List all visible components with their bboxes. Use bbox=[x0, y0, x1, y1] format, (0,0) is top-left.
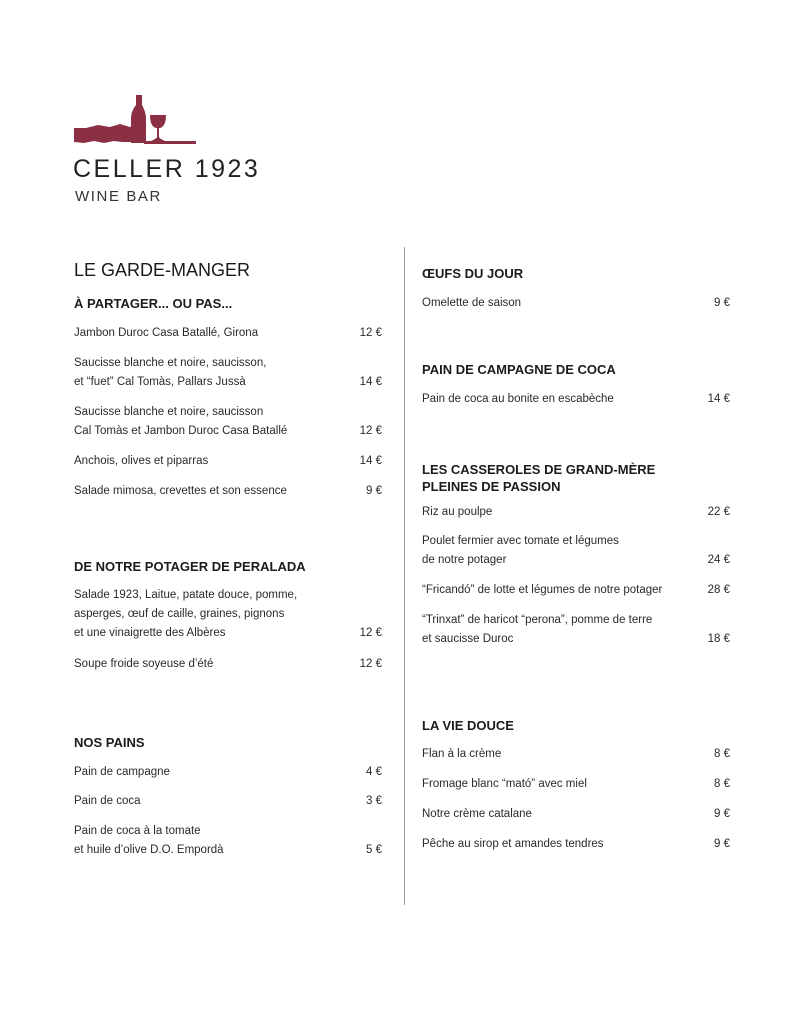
item-name: Salade 1923, Laitue, patate douce, pomme, asperges, œuf de caille, graines, pignons et une vinaigrette des Albères bbox=[74, 589, 298, 639]
menu-item bbox=[422, 532, 730, 570]
item-price: 9 € bbox=[366, 485, 382, 497]
logo-bottle-glass-icon bbox=[74, 95, 198, 145]
section-title: DE NOTRE POTAGER DE PERALADA bbox=[74, 559, 306, 574]
item-name: Notre crème catalane bbox=[422, 808, 532, 820]
item-name: Fromage blanc “mató” avec miel bbox=[422, 778, 587, 790]
item-price: 12 € bbox=[359, 627, 382, 639]
item-name: Pain de coca au bonite en escabèche bbox=[422, 393, 614, 405]
section-title: LES CASSEROLES DE GRAND-MÈRE PLEINES DE PASSION bbox=[422, 462, 656, 494]
menu-item bbox=[74, 763, 382, 782]
item-name: “Fricandó” de lotte et légumes de notre potager bbox=[422, 584, 663, 596]
menu-item bbox=[422, 390, 730, 409]
item-price: 14 € bbox=[359, 455, 382, 467]
menu-item bbox=[422, 503, 730, 522]
menu-item bbox=[422, 581, 730, 600]
item-name: Omelette de saison bbox=[422, 297, 522, 309]
brand-name: CELLER 1923 bbox=[73, 155, 261, 183]
item-name: Salade mimosa, crevettes et son essence bbox=[74, 485, 287, 497]
section-title: À PARTAGER... OU PAS... bbox=[74, 296, 233, 311]
menu-item bbox=[74, 792, 382, 811]
menu-item bbox=[422, 775, 730, 794]
item-price: 9 € bbox=[714, 808, 730, 820]
menu-item bbox=[74, 586, 382, 643]
menu-item bbox=[74, 655, 382, 674]
menu-item bbox=[74, 452, 382, 471]
item-name: Riz au poulpe bbox=[422, 506, 493, 518]
item-price: 9 € bbox=[714, 297, 730, 309]
section-title: NOS PAINS bbox=[74, 735, 145, 750]
item-price: 8 € bbox=[714, 748, 730, 760]
section-title: PAIN DE CAMPAGNE DE COCA bbox=[422, 362, 616, 377]
item-price: 12 € bbox=[359, 425, 382, 437]
item-name: Jambon Duroc Casa Batallé, Girona bbox=[74, 327, 259, 339]
item-price: 24 € bbox=[707, 554, 730, 566]
item-name: Pêche au sirop et amandes tendres bbox=[422, 838, 604, 850]
menu-title: LE GARDE-MANGER bbox=[74, 260, 251, 280]
item-name: Saucisse blanche et noire, saucisson, et “fuet” Cal Tomàs, Pallars Jussà bbox=[74, 357, 267, 388]
item-price: 8 € bbox=[714, 778, 730, 790]
item-name: Poulet fermier avec tomate et légumes de notre potager bbox=[422, 535, 619, 566]
menu-item bbox=[422, 611, 730, 649]
brand-subtitle: WINE BAR bbox=[75, 188, 162, 205]
menu-item bbox=[74, 822, 382, 860]
menu-item bbox=[74, 403, 382, 441]
item-price: 9 € bbox=[714, 838, 730, 850]
menu-item bbox=[422, 805, 730, 824]
item-price: 3 € bbox=[366, 795, 382, 807]
item-price: 4 € bbox=[366, 766, 382, 778]
section-title: LA VIE DOUCE bbox=[422, 718, 514, 733]
item-price: 14 € bbox=[359, 376, 382, 388]
item-name: Pain de campagne bbox=[74, 766, 170, 778]
menu-item bbox=[74, 324, 382, 343]
menu-item bbox=[422, 745, 730, 764]
item-price: 28 € bbox=[707, 584, 730, 596]
item-name: Flan à la crème bbox=[422, 748, 502, 760]
menu-item bbox=[74, 482, 382, 501]
item-price: 14 € bbox=[707, 393, 730, 405]
menu-item bbox=[74, 354, 382, 392]
menu-item bbox=[422, 835, 730, 854]
column-divider bbox=[404, 247, 405, 905]
item-price: 5 € bbox=[366, 844, 382, 856]
item-price: 12 € bbox=[359, 327, 382, 339]
item-name: Saucisse blanche et noire, saucisson Cal Tomàs et Jambon Duroc Casa Batallé bbox=[74, 406, 288, 437]
item-name: “Trinxat” de haricot “perona”, pomme de terre et saucisse Duroc bbox=[422, 614, 653, 645]
menu-item bbox=[422, 294, 730, 313]
item-name: Anchois, olives et piparras bbox=[74, 455, 209, 467]
section-title: ŒUFS DU JOUR bbox=[422, 266, 524, 281]
item-price: 12 € bbox=[359, 658, 382, 670]
item-name: Pain de coca à la tomate et huile d’olive D.O. Empordà bbox=[74, 825, 224, 856]
item-price: 22 € bbox=[707, 506, 730, 518]
item-name: Pain de coca bbox=[74, 795, 141, 807]
item-name: Soupe froide soyeuse d’été bbox=[74, 658, 214, 670]
item-price: 18 € bbox=[707, 633, 730, 645]
